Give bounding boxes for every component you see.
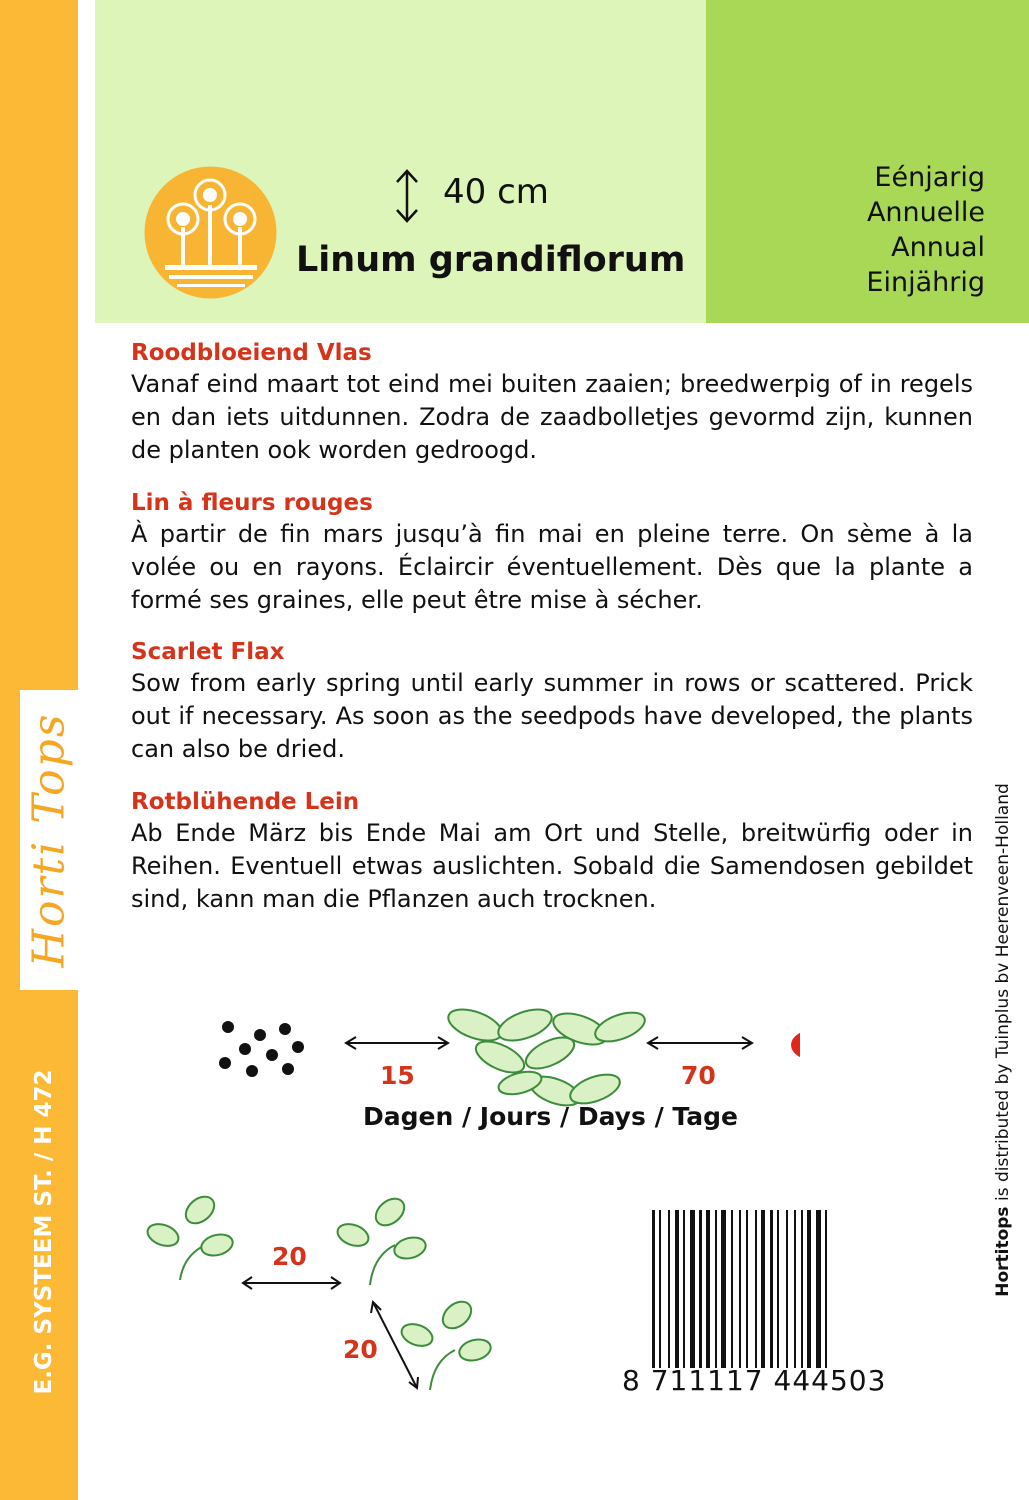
barcode-bar bbox=[731, 1210, 733, 1368]
barcode-bar bbox=[755, 1210, 757, 1368]
distributor-brand: Hortitops bbox=[993, 1206, 1013, 1297]
arrow-2-icon bbox=[648, 1037, 752, 1049]
height-arrow-icon bbox=[393, 168, 421, 224]
barcode-bar bbox=[721, 1210, 726, 1368]
plant-3-icon bbox=[399, 1296, 493, 1390]
plant-1-icon bbox=[145, 1191, 235, 1280]
section-dutch bbox=[131, 338, 973, 467]
seedlings-icon bbox=[444, 1005, 648, 1111]
annual-en: Annual bbox=[891, 232, 985, 263]
row-spacing: 20 bbox=[272, 1242, 307, 1271]
annual-list bbox=[866, 160, 985, 300]
arrow-1-icon bbox=[346, 1037, 448, 1049]
section-german bbox=[131, 787, 973, 916]
barcode-bar bbox=[668, 1210, 670, 1368]
barcode-bar bbox=[786, 1210, 788, 1368]
section-body: Ab Ende März bis Ende Mai am Ort und Stelle, breitwürfig oder in Reihen. Eventuell etwas auslichten. Sobald die Samendosen gebildet sind, kann man die Pflanzen auch trocknen. bbox=[131, 819, 973, 913]
barcode-bar bbox=[675, 1210, 679, 1368]
system-code: E.G. SYSTEEM ST. / H 472 bbox=[31, 1069, 57, 1395]
section-body: Vanaf eind maart tot eind mei buiten zaaien; breedwerpig of in regels en dan iets uitdunnen. Zodra de zaadbolletjes gevormd zijn, kunnen de planten ook worden gedroogd. bbox=[131, 370, 973, 464]
distributor-text: is distributed by Tuinplus bv Heerenveen-Holland bbox=[993, 783, 1013, 1207]
barcode bbox=[650, 1210, 930, 1368]
section-body: Sow from early spring until early summer in rows or scattered. Prick out if necessary. As soon as the seedpods have developed, the plants can also be dried. bbox=[131, 669, 973, 763]
brand-logo: Horti Tops bbox=[23, 712, 75, 968]
barcode-bar bbox=[777, 1210, 779, 1368]
barcode-bar bbox=[801, 1210, 803, 1368]
barcode-number: 8 711117 444503 bbox=[622, 1364, 887, 1397]
section-french bbox=[131, 488, 973, 617]
days-label: Dagen / Jours / Days / Tage bbox=[363, 1102, 738, 1131]
barcode-bar bbox=[825, 1210, 827, 1368]
section-title: Rotblühende Lein bbox=[131, 789, 360, 815]
barcode-bar bbox=[706, 1210, 710, 1368]
barcode-bar bbox=[807, 1210, 811, 1368]
row-spacing-arrow-icon bbox=[243, 1277, 340, 1289]
plant-spacing: 20 bbox=[343, 1335, 378, 1364]
distributor-note bbox=[993, 783, 1013, 1297]
barcode-bar bbox=[683, 1210, 685, 1368]
flowers-icon bbox=[143, 165, 278, 300]
barcode-bar bbox=[794, 1210, 796, 1368]
section-title: Roodbloeiend Vlas bbox=[131, 340, 372, 366]
barcode-bar bbox=[715, 1210, 717, 1368]
plant-height: 40 cm bbox=[443, 172, 549, 212]
annual-nl: Eénjarig bbox=[874, 162, 985, 193]
annual-fr: Annuelle bbox=[866, 197, 985, 228]
barcode-bar bbox=[652, 1210, 655, 1368]
barcode-bar bbox=[746, 1210, 748, 1368]
section-english bbox=[131, 637, 973, 766]
section-body: À partir de fin mars jusqu’à fin mai en pleine terre. On sème à la volée ou en rayons. Éclaircir éventuellement. Dès que la plante a formé ses graines, elle peut être mise à sécher. bbox=[131, 520, 973, 614]
barcode-bar bbox=[770, 1210, 773, 1368]
section-title: Scarlet Flax bbox=[131, 639, 285, 665]
flowering-days: 70 bbox=[681, 1061, 716, 1090]
barcode-bar bbox=[761, 1210, 765, 1368]
flower-icon bbox=[791, 1005, 800, 1095]
seeds-icon bbox=[219, 1021, 304, 1077]
barcode-bar bbox=[739, 1210, 741, 1368]
barcode-bar bbox=[699, 1210, 702, 1368]
latin-name: Linum grandiflorum bbox=[296, 240, 686, 280]
germination-days: 15 bbox=[380, 1061, 415, 1090]
section-title: Lin à fleurs rouges bbox=[131, 490, 373, 516]
barcode-bar bbox=[690, 1210, 695, 1368]
plant-spacing-arrow-icon bbox=[371, 1302, 418, 1388]
barcode-bar bbox=[659, 1210, 661, 1368]
annual-de: Einjährig bbox=[866, 267, 985, 298]
plant-2-icon bbox=[335, 1193, 428, 1285]
barcode-bar bbox=[816, 1210, 821, 1368]
spacing-diagram bbox=[135, 1190, 515, 1400]
